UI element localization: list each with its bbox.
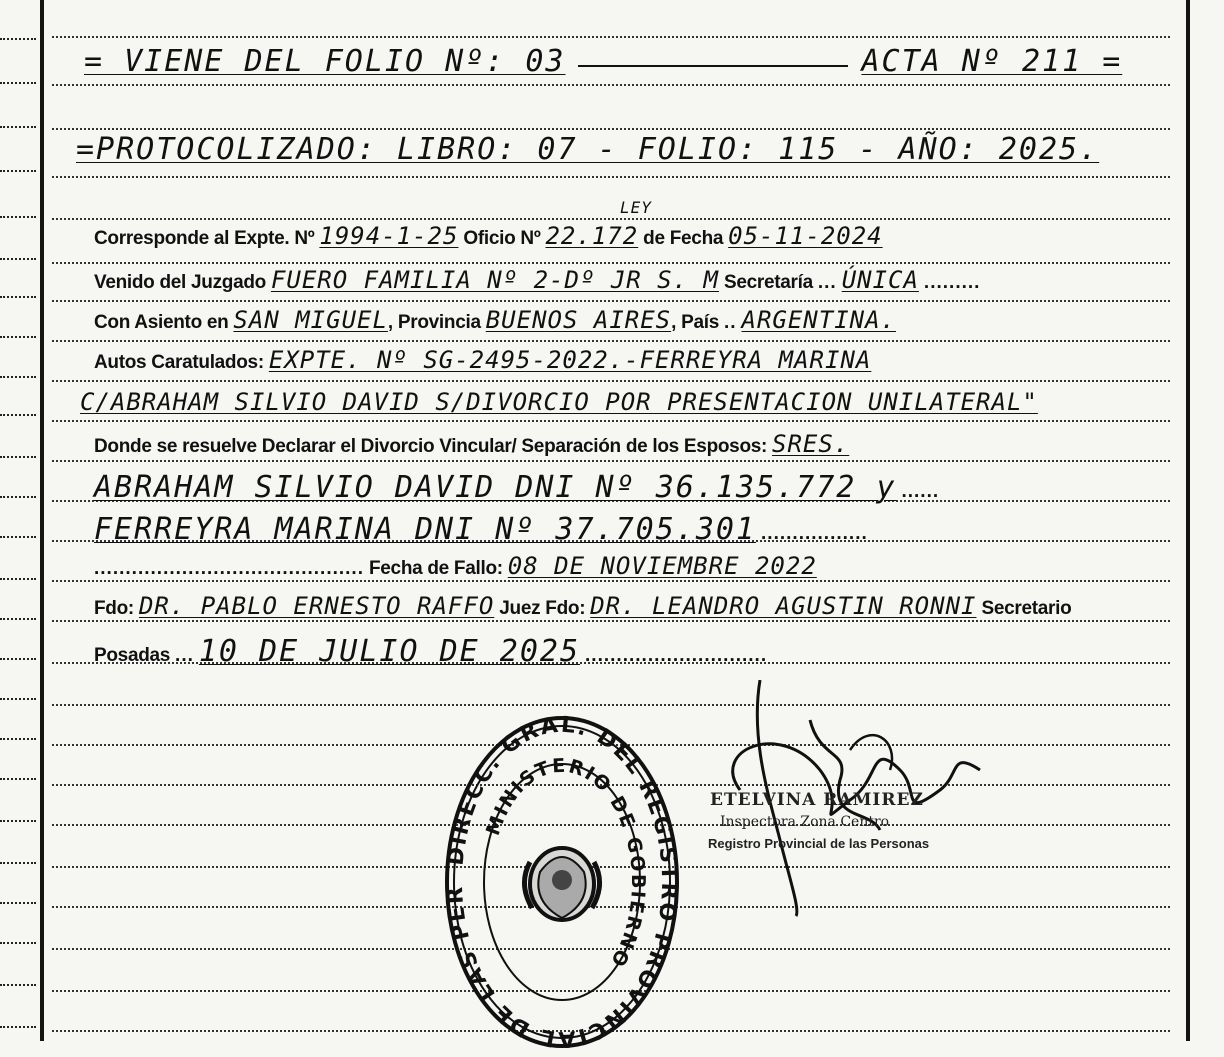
provincia-label: Provincia [397, 312, 481, 333]
margin-leader [0, 258, 36, 260]
margin-leader [0, 376, 36, 378]
margin-leader [0, 862, 36, 864]
margin-leader [0, 820, 36, 822]
margin-leader [0, 658, 36, 660]
ruled-line [52, 218, 1170, 220]
stamp-role: Inspectora Zona Centro [720, 814, 890, 830]
margin-leader [0, 698, 36, 700]
margin-leader [0, 496, 36, 498]
fallo-value: 08 DE NOVIEMBRE 2022 [507, 552, 817, 580]
coat-of-arms-icon [524, 848, 599, 920]
margin-leader [0, 336, 36, 338]
signature-block [700, 680, 990, 920]
juez-label: Juez [499, 598, 541, 619]
margin-leader [0, 778, 36, 780]
folio-line [84, 44, 1122, 79]
fdo-line [94, 592, 1071, 620]
asiento-value: SAN MIGUEL [233, 306, 388, 334]
asiento-line: Con Asiento en SAN MIGUEL, Provincia BUENOS AIRES, País .. ARGENTINA. [94, 306, 896, 334]
margin-leader [0, 216, 36, 218]
margin-leader [0, 38, 36, 40]
right-margin-border [1186, 0, 1190, 1041]
oficio-superscript: LEY [620, 198, 652, 217]
margin-leader [0, 578, 36, 580]
juez-value: DR. PABLO ERNESTO RAFFO [138, 592, 495, 620]
secretaria-label: Secretaría [723, 272, 813, 293]
autos-line [94, 346, 871, 374]
margin-leader [0, 942, 36, 944]
esposo-2: FERREYRA MARINA DNI Nº 37.705.301 [94, 512, 757, 547]
margin-leader [0, 984, 36, 986]
fecha-label: de Fecha [643, 228, 724, 249]
margin-leader [0, 902, 36, 904]
expte-label: Corresponde al Expte. Nº [94, 228, 315, 249]
margin-leader [0, 536, 36, 538]
resuelve-value: SRES. [772, 430, 850, 458]
folio-text: = VIENE DEL FOLIO Nº: 03 [84, 44, 566, 79]
esposo-1: ABRAHAM SILVIO DAVID DNI Nº 36.135.772 y [94, 470, 897, 505]
acta-text: ACTA Nº 211 = [861, 44, 1123, 79]
protocol-line [76, 132, 1099, 167]
ruled-line [52, 460, 1170, 462]
ruled-line [52, 300, 1170, 302]
stamp-name: ETELVINA RAMIREZ [710, 790, 924, 810]
fallo-line: ........................................... Fecha de Fallo: 08 DE NOVIEMBRE 2022 [94, 552, 817, 580]
margin-leader [0, 82, 36, 84]
fecha-value: 05-11-2024 [728, 222, 883, 250]
ruled-line [52, 620, 1170, 622]
left-margin-border [40, 0, 44, 1041]
esposo-line-1: ABRAHAM SILVIO DAVID DNI Nº 36.135.772 y ...... [94, 470, 940, 505]
oficio-label: Oficio Nº [463, 228, 541, 249]
secretario-label: Secretario [981, 598, 1072, 619]
seal-outer-text: DIRECC. GRAL. DEL REGISTRO PROVINCIAL DE LAS PER [442, 712, 682, 1052]
juzgado-value: FUERO FAMILIA Nº 2-Dº JR S. M [270, 266, 719, 294]
pais-value: ARGENTINA. [741, 306, 896, 334]
posadas-value: 10 DE JULIO DE 2025 [198, 634, 581, 669]
margin-leader [0, 618, 36, 620]
margin-leader [0, 414, 36, 416]
ruled-line [52, 580, 1170, 582]
margin-leader [0, 296, 36, 298]
asiento-label: Con Asiento en [94, 312, 229, 333]
expte-value: 1994-1-25 [319, 222, 459, 250]
fdo-label: Fdo: [94, 598, 134, 619]
oficio-value: 22.172 [545, 222, 639, 250]
posadas-line: Posadas ... 10 DE JULIO DE 2025 ............................. [94, 634, 768, 669]
autos-line-2 [80, 388, 1038, 416]
folio-dash [578, 65, 848, 67]
posadas-label: Posadas [94, 645, 171, 666]
secretaria-value: ÚNICA [841, 266, 919, 294]
autos-label: Autos Caratulados: [94, 352, 264, 373]
ruled-line [52, 128, 1170, 130]
pais-label: País [681, 312, 719, 333]
stamp-office: Registro Provincial de las Personas [708, 836, 930, 851]
margin-leader [0, 1026, 36, 1028]
fdo-label-2: Fdo: [545, 598, 586, 619]
ruled-line [52, 84, 1170, 86]
autos-value-1: EXPTE. Nº SG-2495-2022.-FERREYRA MARINA [268, 346, 872, 374]
juzgado-label: Venido del Juzgado [94, 272, 266, 293]
secretario-value: DR. LEANDRO AGUSTIN RONNI [590, 592, 977, 620]
official-seal [442, 712, 682, 1052]
margin-leader [0, 456, 36, 458]
seal-inner-text: MINISTERIO DE GOBIERNO [481, 754, 650, 972]
margin-leader [0, 126, 36, 128]
ruled-line [52, 36, 1170, 38]
protocol-text: =PROTOCOLIZADO: LIBRO: 07 - FOLIO: 115 - AÑO: 2025. [76, 132, 1100, 167]
resuelve-line [94, 430, 849, 458]
provincia-value: BUENOS AIRES [485, 306, 672, 334]
ruled-line [52, 420, 1170, 422]
margin-leader [0, 170, 36, 172]
margin-leader [0, 738, 36, 740]
ruled-line [52, 380, 1170, 382]
expte-line [94, 222, 883, 250]
fallo-label: Fecha de Fallo: [368, 558, 503, 579]
juzgado-line: Venido del Juzgado FUERO FAMILIA Nº 2-Dº JR S. M Secretaría ... ÚNICA ......... [94, 266, 981, 294]
ruled-line [52, 704, 1170, 706]
resuelve-label: Donde se resuelve Declarar el Divorcio Vincular/ Separación de los Esposos: [94, 436, 768, 457]
seal-graphic [442, 712, 682, 1052]
ruled-line [52, 176, 1170, 178]
ruled-line [52, 262, 1170, 264]
autos-value-2: C/ABRAHAM SILVIO DAVID S/DIVORCIO POR PRESENTACION UNILATERAL" [80, 388, 1038, 416]
ruled-line [52, 340, 1170, 342]
esposo-line-2: FERREYRA MARINA DNI Nº 37.705.301 ................. [94, 512, 868, 547]
